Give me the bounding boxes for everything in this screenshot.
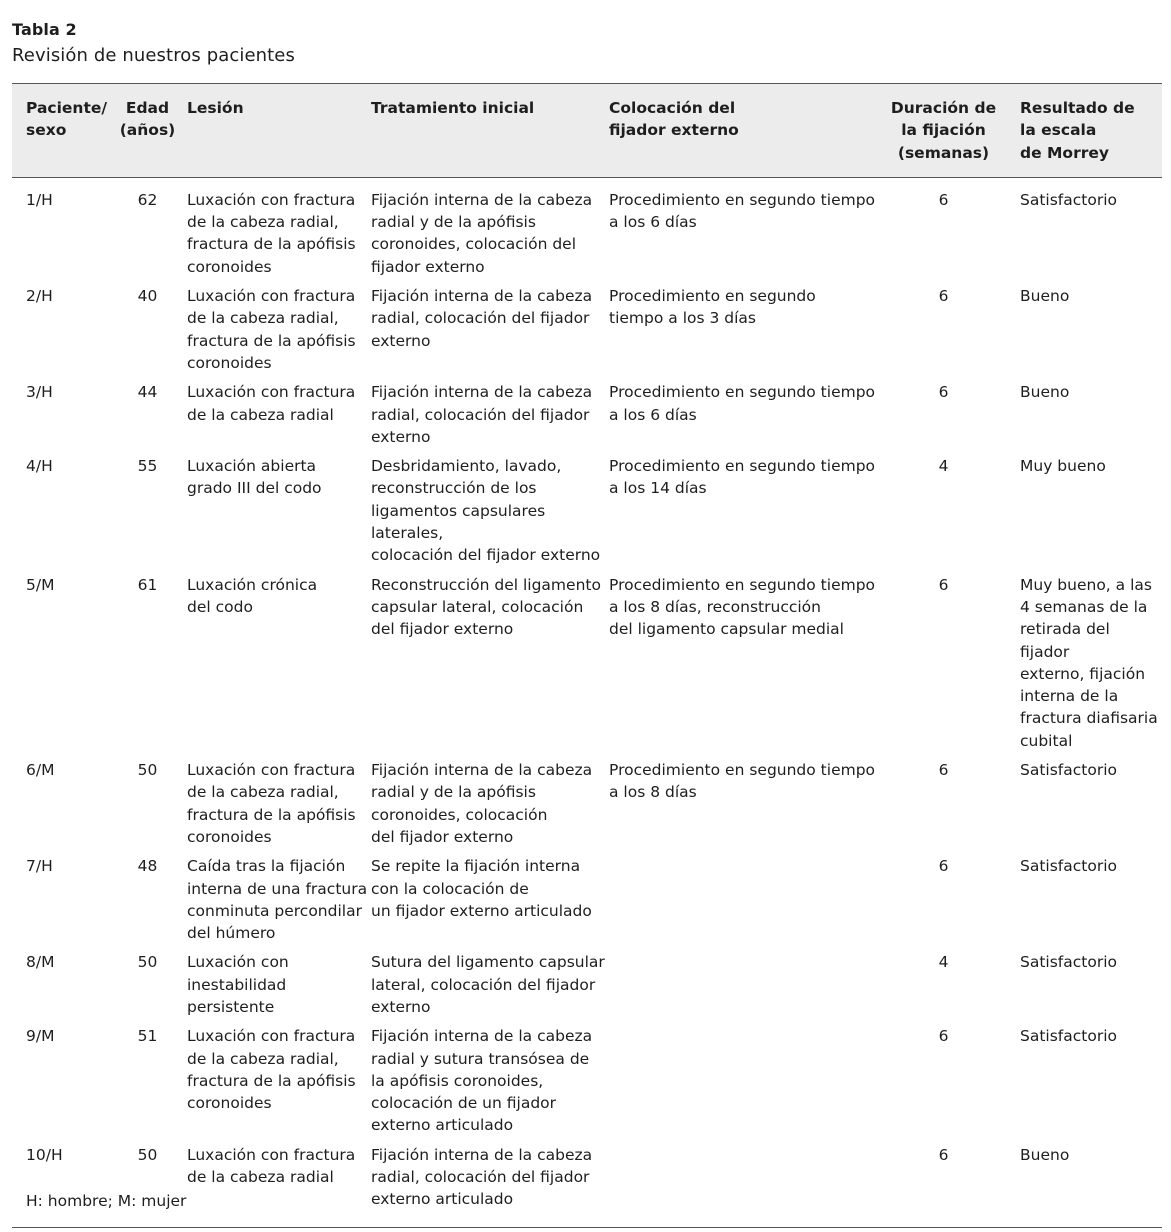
cell-paciente: 8/M [26,953,55,972]
cell-colocacion: Procedimiento en segundo tiempo a los 6 días [609,383,876,424]
cell-duracion: 6 [938,190,949,209]
header-colocacion: Colocación del fijador externo [609,84,879,178]
cell-lesion: Luxación con fractura de la cabeza radial, fractura de la apófisis coronoides [187,1027,356,1113]
cell-resultado: Bueno [1020,287,1070,306]
cell-lesion: Luxación con fractura de la cabeza radial, fractura de la apófisis coronoides [187,287,356,372]
cell-resultado: Muy bueno [1020,457,1106,476]
cell-resultado: Satisfactorio [1020,1027,1117,1046]
cell-edad: 55 [137,457,158,476]
cell-lesion: Luxación crónica del codo [187,575,318,616]
table-footnote: H: hombre; M: mujer [26,1192,187,1210]
cell-edad: 50 [137,761,158,780]
cell-colocacion: Procedimiento en segundo tiempo a los 6 días [609,190,876,232]
cell-tratamiento: Reconstrucción del ligamento capsular lateral, colocación del fijador externo [371,575,601,639]
cell-lesion: Luxación con fractura de la cabeza radial [187,383,356,424]
table-row [12,177,1162,285]
cell-paciente: 9/M [26,1027,55,1046]
cell-paciente: 2/H [26,287,53,306]
cell-lesion: Luxación abierta grado III del codo [187,457,322,498]
cell-paciente: 7/H [26,857,53,876]
header-tratamiento: Tratamiento inicial [371,84,609,178]
cell-tratamiento: Desbridamiento, lavado, reconstrucción de los ligamentos capsulares laterales, colocación del fijador externo [371,457,601,565]
cell-colocacion: Procedimiento en segundo tiempo a los 3 días [609,287,816,328]
header-resultado: Resultado de la escala de Morrey [1008,84,1162,178]
cell-paciente: 1/H [26,190,53,209]
table-row [12,285,1162,381]
cell-lesion: Caída tras la fijación interna de una fractura conminuta percondilar del húmero [187,857,368,943]
cell-edad: 50 [108,1144,187,1227]
cell-resultado: Satisfactorio [1020,953,1117,972]
table-row [12,381,1162,455]
table-row [12,855,1162,951]
cell-colocacion [609,1144,879,1227]
header-duracion: Duración de la fijación (semanas) [879,84,1008,178]
cell-duracion: 6 [879,1144,1008,1227]
cell-tratamiento: Fijación interna de la cabeza radial y de la apófisis coronoides, colocación del fijador externo [371,761,593,846]
table-title: Tabla 2 [12,20,77,39]
cell-duracion: 6 [938,1027,949,1046]
cell-paciente: 3/H [26,383,53,402]
cell-paciente: 6/M [26,761,55,780]
cell-resultado: Muy bueno, a las 4 semanas de la retirada del fijador externo, fijación interna de la fractura diafisaria cubital [1020,575,1158,750]
cell-tratamiento: Sutura del ligamento capsular lateral, colocación del fijador externo [371,953,605,1016]
cell-resultado: Satisfactorio [1020,761,1117,780]
cell-edad: 40 [137,287,158,306]
cell-edad: 50 [137,953,158,972]
cell-colocacion [609,951,879,1025]
cell-duracion: 6 [938,575,949,594]
header-lesion: Lesión [187,84,371,178]
cell-tratamiento: Fijación interna de la cabeza radial, colocación del fijador externo articulado [371,1144,609,1227]
cell-resultado: Satisfactorio [1020,857,1117,876]
table-row [12,1025,1162,1143]
cell-paciente: 5/M [26,575,55,594]
table-row [12,1144,1162,1227]
table-row [12,455,1162,573]
table-row [12,951,1162,1025]
cell-lesion: Luxación con fractura de la cabeza radial, fractura de la apófisis coronoides [187,761,356,846]
cell-edad: 48 [137,857,158,876]
table-row [12,759,1162,855]
patients-table [12,83,1162,1228]
cell-edad: 44 [137,383,158,402]
cell-colocacion [609,1025,879,1143]
cell-tratamiento: Fijación interna de la cabeza radial, colocación del fijador externo [371,287,593,350]
cell-duracion: 6 [938,857,949,876]
cell-edad: 51 [137,1027,158,1046]
table-subtitle: Revisión de nuestros pacientes [12,45,295,66]
table-row [12,574,1162,759]
header-edad: Edad (años) [108,84,187,178]
cell-paciente: 4/H [26,457,53,476]
cell-lesion: Luxación con inestabilidad persistente [187,953,289,1016]
cell-colocacion: Procedimiento en segundo tiempo a los 14 días [609,457,876,498]
cell-duracion: 6 [938,761,949,780]
cell-colocacion: Procedimiento en segundo tiempo a los 8 días [609,761,876,802]
cell-tratamiento: Se repite la fijación interna con la colocación de un fijador externo articulado [371,857,592,920]
cell-tratamiento: Fijación interna de la cabeza radial, colocación del fijador externo [371,383,593,446]
table-header-row [12,84,1162,178]
cell-lesion: Luxación con fractura de la cabeza radial [187,1144,371,1227]
cell-tratamiento: Fijación interna de la cabeza radial y de la apófisis coronoides, colocación del fijador externo [371,190,593,276]
cell-paciente: 10/H [12,1144,108,1227]
cell-duracion: 6 [938,383,949,402]
cell-resultado: Bueno [1008,1144,1162,1227]
cell-tratamiento: Fijación interna de la cabeza radial y sutura transósea de la apófisis coronoides, colocación de un fijador externo articulado [371,1027,593,1135]
cell-colocacion [609,855,879,951]
cell-colocacion: Procedimiento en segundo tiempo a los 8 días, reconstrucción del ligamento capsular medial [609,575,876,639]
cell-duracion: 6 [938,287,949,306]
cell-resultado: Satisfactorio [1020,190,1117,209]
cell-edad: 61 [137,575,158,594]
cell-duracion: 4 [938,457,949,476]
header-paciente: Paciente/ sexo [12,84,108,178]
cell-duracion: 4 [938,953,949,972]
cell-edad: 62 [137,190,158,209]
cell-lesion: Luxación con fractura de la cabeza radial, fractura de la apófisis coronoides [187,190,356,276]
cell-resultado: Bueno [1020,383,1070,402]
